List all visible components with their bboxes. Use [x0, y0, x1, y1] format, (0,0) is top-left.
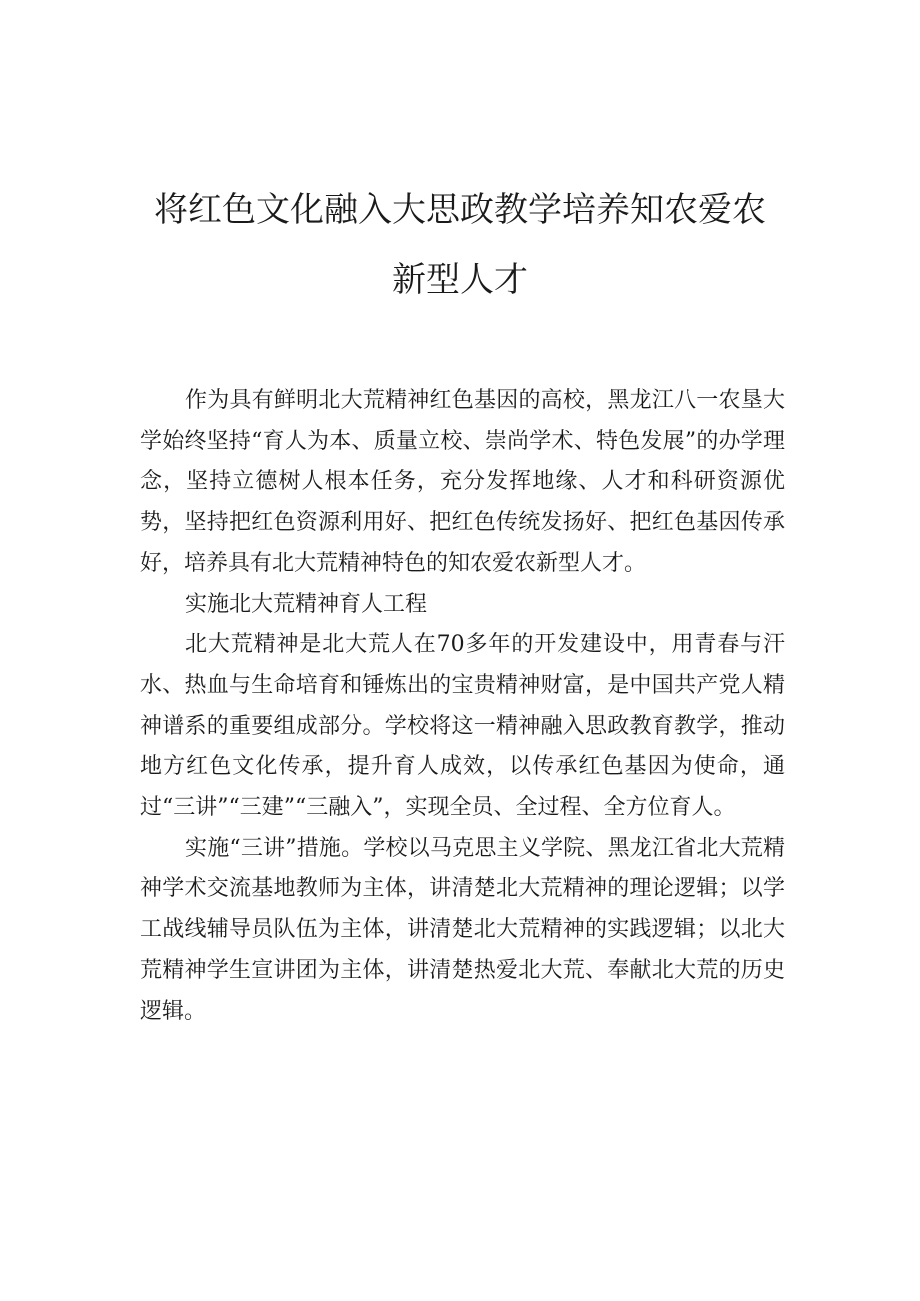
paragraph-spirit: 北大荒精神是北大荒人在70多年的开发建设中，用青春与汗水、热血与生命培育和锤炼出的宝贵精神财富，是中国共产党人精神谱系的重要组成部分。学校将这一精神融入思政教育教学，推动地方红色文化传承，提升育人成效，以传承红色基因为使命，通过“三讲”“三建”“三融入”，实现全员、全过程、全方位育人。	[140, 632, 785, 821]
document-title-line-1: 将红色文化融入大思政教学培养知农爱农	[154, 190, 766, 230]
paragraph-three-lectures: 实施“三讲”措施。学校以马克思主义学院、黑龙江省北大荒精神学术交流基地教师为主体，讲清楚北大荒精神的理论逻辑；以学工战线辅导员队伍为主体，讲清楚北大荒精神的实践逻辑；以北大荒精神学生宣讲团为主体，讲清楚热爱北大荒、奉献北大荒的历史逻辑。	[140, 835, 785, 1024]
paragraph-intro: 作为具有鲜明北大荒精神红色基因的高校，黑龙江八一农垦大学始终坚持“育人为本、质量立校、崇尚学术、特色发展”的办学理念，坚持立德树人根本任务，充分发挥地缘、人才和科研资源优势，坚持把红色资源利用好、把红色传统发扬好、把红色基因传承好，培养具有北大荒精神特色的知农爱农新型人才。	[140, 388, 785, 576]
document-body	[140, 381, 785, 1032]
document-title-line-2: 新型人才	[392, 260, 528, 300]
section-heading: 实施北大荒精神育人工程	[185, 591, 428, 617]
